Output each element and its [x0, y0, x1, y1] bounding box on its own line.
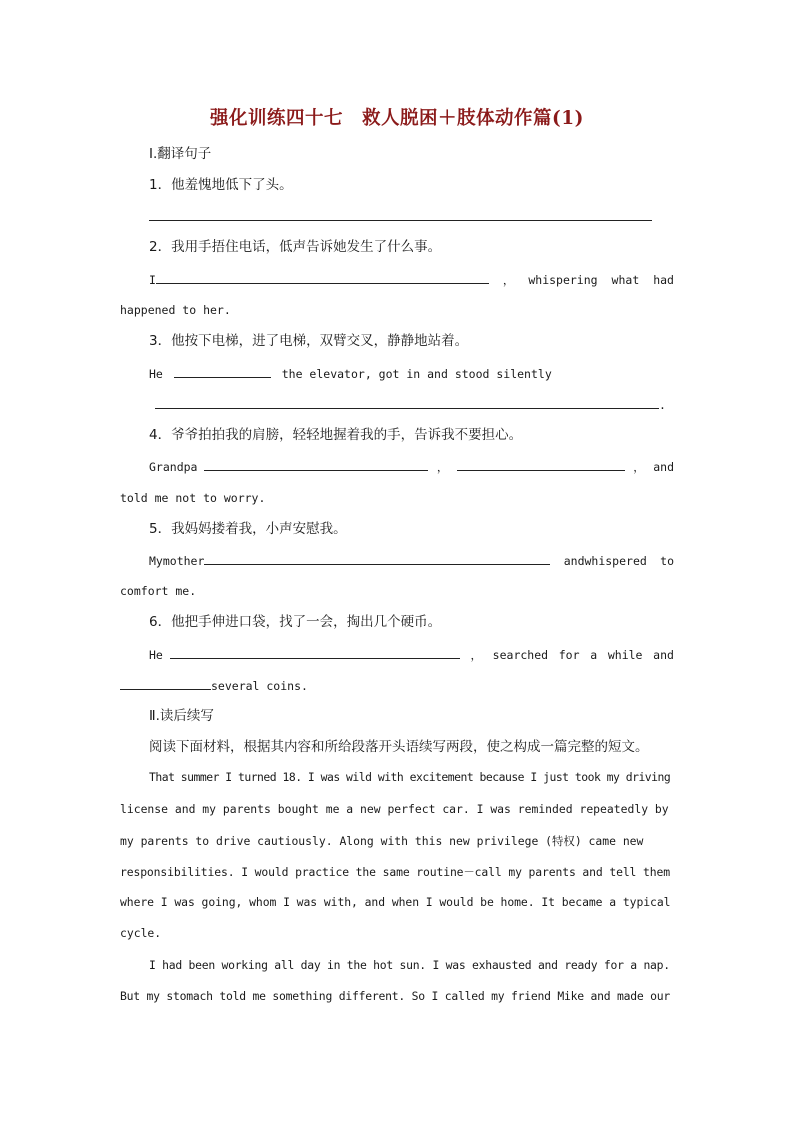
q3-end: . [659, 398, 666, 412]
answer-3a-blank[interactable] [174, 365, 271, 378]
question-1-chinese: 1．他羞愧地低下了头。 [149, 177, 293, 193]
answer-5-blank[interactable] [204, 552, 550, 565]
question-6-english-line [149, 646, 674, 663]
q6-word-searched: searched [492, 648, 549, 662]
q2-start: I [149, 273, 156, 287]
section2-instruction: 阅读下面材料，根据其内容和所给段落开头语续写两段，使之构成一篇完整的短文。 [149, 739, 649, 755]
answer-6a-blank[interactable] [170, 646, 460, 659]
answer-6b-blank[interactable] [120, 677, 211, 690]
q4-start: Grandpa [149, 460, 198, 474]
q4-comma1: ， [436, 460, 449, 474]
para1-line-3: my parents to drive cautiously. Along with this new privilege (特权) came new [120, 834, 644, 848]
question-5-english-line [149, 552, 674, 569]
question-4-english-line [149, 458, 674, 475]
question-3-english-line [149, 365, 552, 382]
para1-line-2: license and my parents bought me a new perfect car. I was reminded repeatedly by [120, 802, 669, 816]
answer-3b-blank[interactable] [155, 396, 659, 409]
q5-start: Mymother [149, 554, 205, 568]
answer-4a-blank[interactable] [204, 458, 428, 471]
q5-to: to [660, 554, 674, 568]
question-6-chinese: 6．他把手伸进口袋，找了一会，掏出几个硬币。 [149, 614, 442, 630]
q6-comma: ， [470, 648, 482, 662]
answer-1-blank[interactable] [149, 220, 652, 221]
q6-start: He [149, 648, 163, 662]
section2-heading: Ⅱ.读后续写 [149, 708, 214, 724]
question-3-english-line2 [155, 396, 666, 413]
q6-word-while: while [607, 648, 643, 662]
q5-mid: andwhispered [563, 554, 647, 568]
q3-mid: the elevator, got in and stood silently [281, 367, 552, 381]
answer-4b-blank[interactable] [457, 458, 625, 471]
q2-word-what: what [611, 273, 640, 287]
question-2-english-line [149, 271, 674, 288]
question-5-chinese: 5．我妈妈搂着我，小声安慰我。 [149, 521, 347, 537]
q2-word-whispering: whispering [528, 273, 598, 287]
question-4-chinese: 4．爷爷拍拍我的肩膀，轻轻地握着我的手，告诉我不要担心。 [149, 427, 523, 443]
para2-line-1: I had been working all day in the hot sun. I was exhausted and ready for a nap. [149, 958, 670, 972]
question-3-chinese: 3．他按下电梯，进了电梯，双臂交叉，静静地站着。 [149, 333, 469, 349]
answer-2-blank[interactable] [156, 271, 489, 284]
question-4-english-cont: told me not to worry. [120, 491, 266, 505]
q2-word-had: had [653, 273, 674, 287]
q4-comma2: ， [633, 460, 645, 474]
question-2-chinese: 2．我用手捂住电话，低声告诉她发生了什么事。 [149, 239, 442, 255]
q6-cont: several coins. [211, 679, 308, 693]
question-2-english-cont: happened to her. [120, 303, 231, 317]
para2-line-2: But my stomach told me something different. So I called my friend Mike and made our [120, 989, 671, 1003]
para1-line-6: cycle. [120, 926, 162, 940]
section1-heading: Ⅰ.翻译句子 [149, 146, 212, 162]
question-5-english-cont: comfort me. [120, 584, 197, 598]
q6-word-and: and [653, 648, 674, 662]
para1-line-5: where I was going, whom I was with, and when I would be home. It became a typical [120, 895, 671, 909]
para1-line-1: That summer I turned 18. I was wild with excitement because I just took my driving [149, 770, 671, 784]
para1-line-4: responsibilities. I would practice the same routine－call my parents and tell them [120, 865, 670, 879]
q2-comma: ， [502, 273, 515, 287]
q4-and: and [653, 460, 674, 474]
q3-start: He [149, 367, 163, 381]
page-title: 强化训练四十七 救人脱困＋肢体动作篇(1) [210, 108, 584, 129]
question-6-english-line2 [120, 677, 308, 694]
q6-word-a: a [590, 648, 598, 662]
q6-word-for: for [558, 648, 580, 662]
